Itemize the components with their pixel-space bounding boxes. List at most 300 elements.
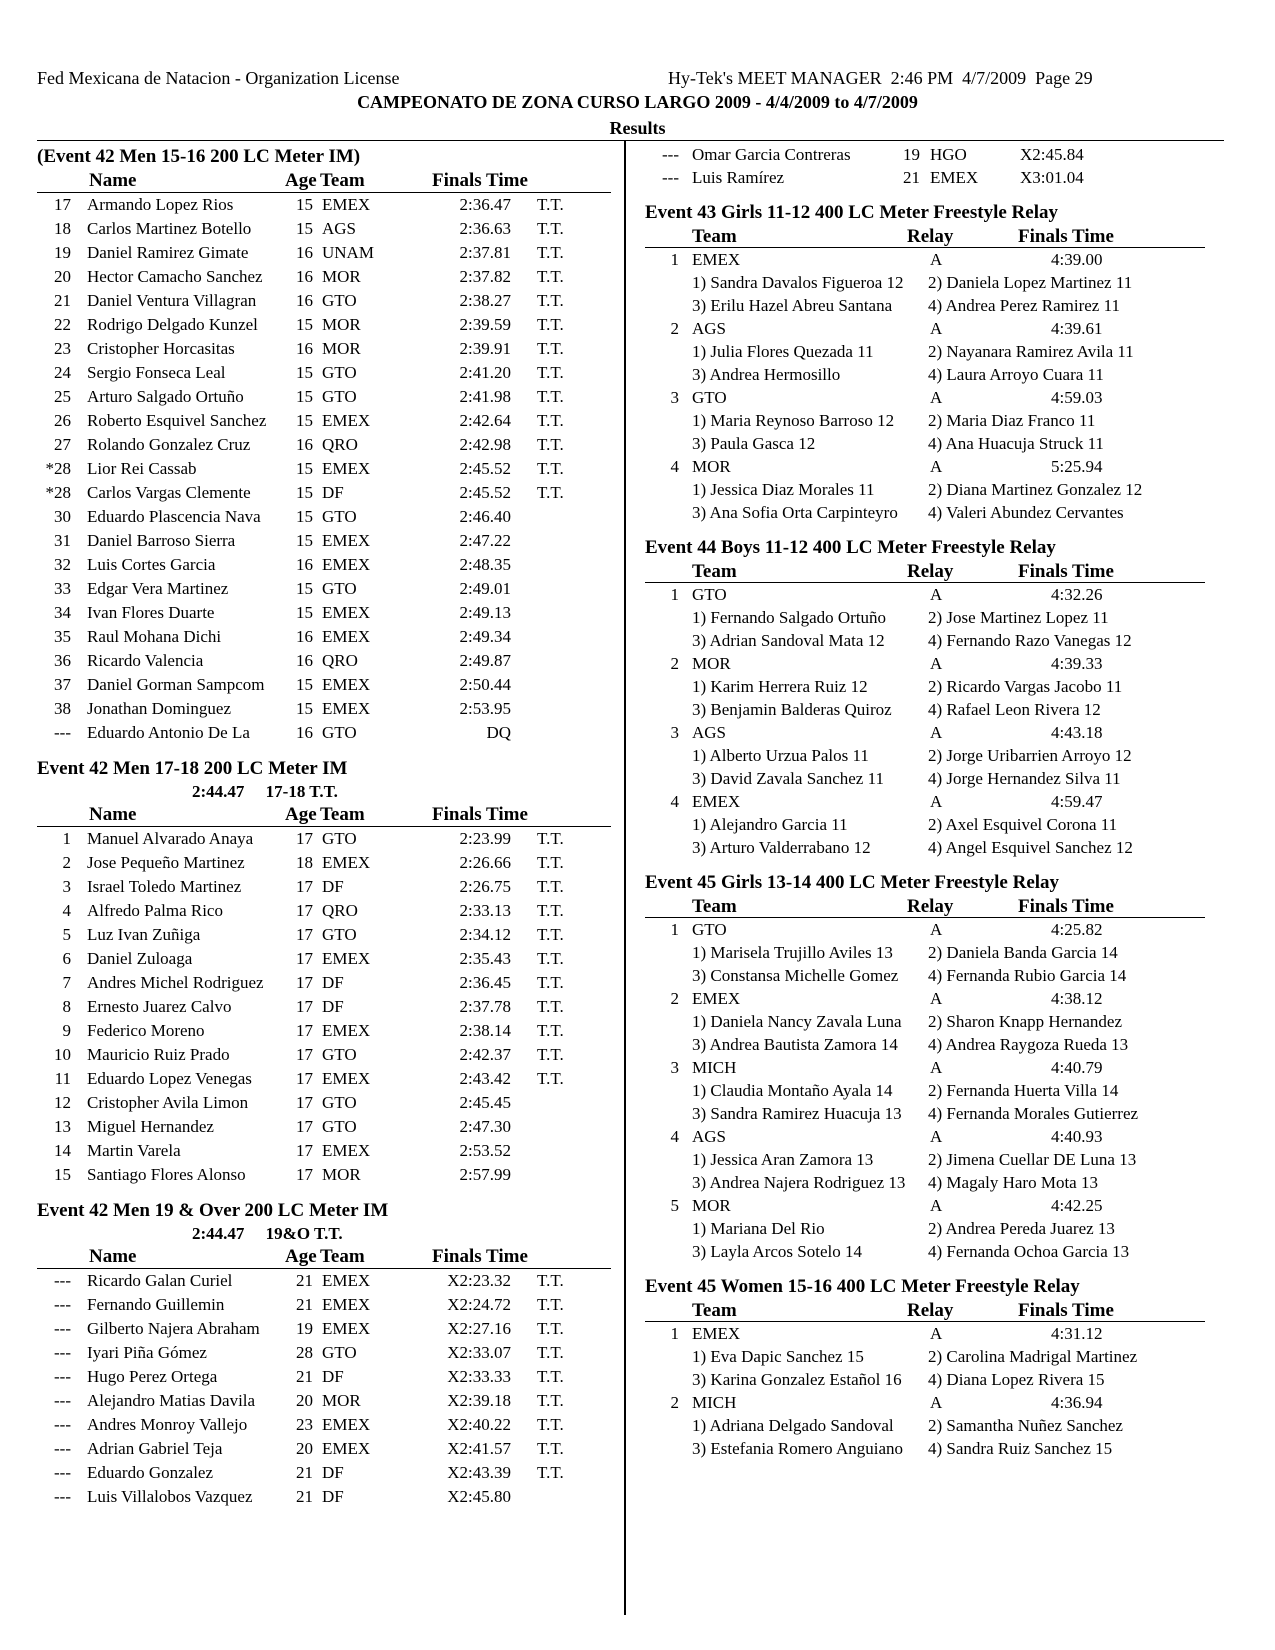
swimmer-name: Hector Camacho Sanchez <box>87 267 263 286</box>
relay-letter: A <box>930 457 943 476</box>
relay-swimmer: 3) Layla Arcos Sotelo 14 <box>692 1242 862 1261</box>
swimmer-name: Ricardo Valencia <box>87 651 204 670</box>
place: --- <box>54 1415 71 1434</box>
finals-time: 2:49.01 <box>459 579 511 598</box>
finals-time: 4:36.94 <box>1051 1393 1103 1412</box>
relay-swimmers-row <box>645 501 1223 524</box>
team: EMEX <box>692 1324 741 1343</box>
relay-swimmer: 1) Daniela Nancy Zavala Luna <box>692 1012 902 1031</box>
relay-swimmers-row <box>645 964 1223 987</box>
place: --- <box>54 1487 71 1506</box>
header-age: Age <box>285 804 317 825</box>
results-header <box>37 803 611 827</box>
place: 3 <box>670 388 679 407</box>
team: DF <box>322 483 344 502</box>
relay-swimmer: 3) Arturo Valderrabano 12 <box>692 838 871 857</box>
team: EMEX <box>930 168 979 187</box>
finals-time: 2:43.42 <box>459 1069 511 1088</box>
relay-swimmers-row <box>645 836 1223 859</box>
relay-swimmer: 2) Ricardo Vargas Jacobo 11 <box>928 677 1123 696</box>
place: 7 <box>62 973 71 992</box>
place: --- <box>54 1295 71 1314</box>
relay-swimmer: 3) Andrea Hermosillo <box>692 365 841 384</box>
result-row <box>37 721 611 745</box>
team: EMEX <box>692 989 741 1008</box>
place: 20 <box>54 267 71 286</box>
swimmer-name: Luis Villalobos Vazquez <box>87 1487 253 1506</box>
time-standard: T.T. <box>537 1463 564 1482</box>
age: 21 <box>296 1487 313 1506</box>
finals-time: 2:34.12 <box>459 925 511 944</box>
place: 14 <box>54 1141 71 1160</box>
place: 4 <box>670 457 679 476</box>
result-row <box>37 1091 611 1115</box>
finals-time: 2:47.22 <box>459 531 511 550</box>
relay-swimmers-row <box>645 294 1223 317</box>
place: --- <box>662 168 679 187</box>
relay-team-row <box>645 1391 1223 1414</box>
relay-swimmer: 1) Alberto Urzua Palos 11 <box>692 746 869 765</box>
relay-team-row <box>645 987 1223 1010</box>
header-finals-time: Finals Time <box>1018 226 1114 247</box>
team: EMEX <box>322 1439 371 1458</box>
team: GTO <box>322 829 357 848</box>
age: 23 <box>296 1415 313 1434</box>
swimmer-name: Ernesto Juarez Calvo <box>87 997 232 1016</box>
team: DF <box>322 877 344 896</box>
finals-time: 2:36.63 <box>459 219 511 238</box>
team: MOR <box>322 267 361 286</box>
place: 3 <box>670 723 679 742</box>
swimmer-name: Edgar Vera Martinez <box>87 579 229 598</box>
result-row <box>37 1437 611 1461</box>
result-row <box>37 625 611 649</box>
relay-team-row <box>645 455 1223 478</box>
age: 16 <box>296 723 313 742</box>
age: 17 <box>296 1141 313 1160</box>
swimmer-name: Manuel Alvarado Anaya <box>87 829 254 848</box>
place: 37 <box>54 675 71 694</box>
event-title: Event 44 Boys 11-12 400 LC Meter Freestyle Relay <box>645 537 1056 558</box>
age: 15 <box>296 315 313 334</box>
relay-swimmer: 1) Julia Flores Quezada 11 <box>692 342 874 361</box>
relay-swimmer: 2) Fernanda Huerta Villa 14 <box>928 1081 1119 1100</box>
team: MOR <box>692 654 731 673</box>
swimmer-name: Ivan Flores Duarte <box>87 603 215 622</box>
relay-swimmer: 1) Karim Herrera Ruiz 12 <box>692 677 868 696</box>
relay-swimmers-row <box>645 1217 1223 1240</box>
place: 9 <box>62 1021 71 1040</box>
relay-swimmers-row <box>645 767 1223 790</box>
team: MOR <box>692 1196 731 1215</box>
relay-swimmers-row <box>645 941 1223 964</box>
team: AGS <box>322 219 357 238</box>
relay-swimmer: 3) Benjamin Balderas Quiroz <box>692 700 892 719</box>
relay-swimmers-row <box>645 271 1223 294</box>
finals-time: 4:42.25 <box>1051 1196 1103 1215</box>
time-standard: T.T. <box>537 339 564 358</box>
place: 5 <box>62 925 71 944</box>
place: --- <box>54 1391 71 1410</box>
team: EMEX <box>322 411 371 430</box>
finals-time: X2:39.18 <box>447 1391 511 1410</box>
place: 38 <box>54 699 71 718</box>
team: MOR <box>692 457 731 476</box>
finals-time: 2:36.47 <box>459 195 511 214</box>
result-row <box>645 166 1223 189</box>
relay-swimmer: 1) Alejandro Garcia 11 <box>692 815 848 834</box>
place: 2 <box>670 989 679 1008</box>
swimmer-name: Daniel Gorman Sampcom <box>87 675 265 694</box>
swimmer-name: Cristopher Avila Limon <box>87 1093 249 1112</box>
swimmer-name: Roberto Esquivel Sanchez <box>87 411 267 430</box>
place: 1 <box>670 920 679 939</box>
relay-swimmers-row <box>645 340 1223 363</box>
result-row <box>37 1293 611 1317</box>
relay-swimmer: 3) Sandra Ramirez Huacuja 13 <box>692 1104 902 1123</box>
right-column <box>645 143 1223 1460</box>
relay-swimmer: 1) Jessica Diaz Morales 11 <box>692 480 875 499</box>
result-row <box>37 923 611 947</box>
relay-swimmers-row <box>645 606 1223 629</box>
relay-swimmer: 4) Valeri Abundez Cervantes <box>928 503 1124 522</box>
relay-swimmers-row <box>645 1148 1223 1171</box>
swimmer-name: Jonathan Dominguez <box>87 699 231 718</box>
finals-time: 2:23.99 <box>459 829 511 848</box>
team: MOR <box>322 315 361 334</box>
result-row <box>37 193 611 217</box>
result-row <box>37 601 611 625</box>
age: 21 <box>296 1271 313 1290</box>
qualifying-standard: 2:44.47 17-18 T.T. <box>192 782 338 801</box>
relay-team-row <box>645 652 1223 675</box>
event-block <box>37 757 611 1187</box>
team: QRO <box>322 901 358 920</box>
finals-time: X2:33.07 <box>447 1343 511 1362</box>
time-standard: T.T. <box>537 195 564 214</box>
relay-swimmer: 3) Paula Gasca 12 <box>692 434 816 453</box>
age: 17 <box>296 1021 313 1040</box>
finals-time: 2:39.91 <box>459 339 511 358</box>
result-row <box>37 947 611 971</box>
result-row <box>37 313 611 337</box>
result-row <box>37 1365 611 1389</box>
age: 17 <box>296 997 313 1016</box>
time-standard: T.T. <box>537 1295 564 1314</box>
finals-time: 4:25.82 <box>1051 920 1103 939</box>
age: 15 <box>296 195 313 214</box>
relay-team-row <box>645 721 1223 744</box>
swimmer-name: Daniel Zuloaga <box>87 949 193 968</box>
header-team: Team <box>692 226 737 247</box>
team: EMEX <box>322 1295 371 1314</box>
team: GTO <box>322 387 357 406</box>
finals-time: 4:39.33 <box>1051 654 1103 673</box>
team: HGO <box>930 145 967 164</box>
finals-time: 2:45.45 <box>459 1093 511 1112</box>
place: 4 <box>670 1127 679 1146</box>
team: EMEX <box>322 675 371 694</box>
time-standard: T.T. <box>537 435 564 454</box>
header-name: Name <box>89 804 137 825</box>
time-standard: T.T. <box>537 1415 564 1434</box>
event-title: Event 42 Men 17-18 200 LC Meter IM <box>37 758 348 779</box>
relay-swimmers-row <box>645 1368 1223 1391</box>
relay-swimmer: 2) Andrea Pereda Juarez 13 <box>928 1219 1115 1238</box>
swimmer-name: Andres Michel Rodriguez <box>87 973 264 992</box>
time-standard: T.T. <box>537 1439 564 1458</box>
swimmer-name: Armando Lopez Rios <box>87 195 234 214</box>
finals-time: 4:32.26 <box>1051 585 1103 604</box>
finals-time: 2:33.13 <box>459 901 511 920</box>
relay-header <box>645 1299 1205 1322</box>
relay-team-row <box>645 248 1223 271</box>
age: 17 <box>296 1165 313 1184</box>
relay-team-row <box>645 317 1223 340</box>
result-row <box>37 457 611 481</box>
finals-time: X3:01.04 <box>1020 168 1084 187</box>
result-row <box>37 1115 611 1139</box>
finals-time: 2:41.20 <box>459 363 511 382</box>
time-standard: T.T. <box>537 1069 564 1088</box>
relay-swimmers-row <box>645 363 1223 386</box>
relay-header <box>645 895 1205 918</box>
place: 4 <box>670 792 679 811</box>
result-row <box>37 1139 611 1163</box>
relay-swimmer: 2) Nayanara Ramirez Avila 11 <box>928 342 1134 361</box>
relay-swimmer: 2) Carolina Madrigal Martinez <box>928 1347 1138 1366</box>
age: 16 <box>296 435 313 454</box>
header-finals-time: Finals Time <box>432 1246 528 1267</box>
result-row <box>37 1163 611 1187</box>
place: 12 <box>54 1093 71 1112</box>
header-finals-time: Finals Time <box>432 804 528 825</box>
relay-swimmer: 3) Andrea Bautista Zamora 14 <box>692 1035 898 1054</box>
place: *28 <box>45 459 71 478</box>
place: 11 <box>54 1069 71 1088</box>
relay-swimmer: 4) Rafael Leon Rivera 12 <box>928 700 1101 719</box>
age: 15 <box>296 507 313 526</box>
relay-swimmer: 2) Diana Martinez Gonzalez 12 <box>928 480 1143 499</box>
relay-swimmers-row <box>645 1079 1223 1102</box>
header-team: Team <box>320 804 365 825</box>
team: UNAM <box>322 243 374 262</box>
finals-time: X2:43.39 <box>447 1463 511 1482</box>
relay-team-row <box>645 790 1223 813</box>
header-team: Team <box>692 1300 737 1321</box>
place: 32 <box>54 555 71 574</box>
team: AGS <box>692 319 727 338</box>
place: --- <box>54 1343 71 1362</box>
time-standard: T.T. <box>537 1319 564 1338</box>
relay-letter: A <box>930 1393 943 1412</box>
age: 17 <box>296 949 313 968</box>
place: 31 <box>54 531 71 550</box>
swimmer-name: Jose Pequeño Martinez <box>87 853 245 872</box>
result-row <box>37 289 611 313</box>
finals-time: X2:45.80 <box>447 1487 511 1506</box>
place: --- <box>54 1439 71 1458</box>
swimmer-name: Martin Varela <box>87 1141 181 1160</box>
team: EMEX <box>322 699 371 718</box>
relay-event-block <box>645 536 1223 859</box>
relay-swimmers-row <box>645 1414 1223 1437</box>
time-standard: T.T. <box>537 1343 564 1362</box>
relay-swimmer: 3) Karina Gonzalez Estañol 16 <box>692 1370 902 1389</box>
finals-time: X2:27.16 <box>447 1319 511 1338</box>
relay-swimmer: 4) Angel Esquivel Sanchez 12 <box>928 838 1133 857</box>
result-row <box>37 995 611 1019</box>
team: EMEX <box>322 1319 371 1338</box>
result-row <box>37 577 611 601</box>
swimmer-name: Iyari Piña Gómez <box>87 1343 207 1362</box>
swimmer-name: Eduardo Plascencia Nava <box>87 507 261 526</box>
finals-time: 4:43.18 <box>1051 723 1103 742</box>
relay-team-row <box>645 1125 1223 1148</box>
age: 16 <box>296 651 313 670</box>
team: GTO <box>322 291 357 310</box>
result-row <box>37 1043 611 1067</box>
time-standard: T.T. <box>537 291 564 310</box>
relay-swimmers-row <box>645 1437 1223 1460</box>
place: 30 <box>54 507 71 526</box>
relay-swimmer: 3) Constansa Michelle Gomez <box>692 966 899 985</box>
time-standard: T.T. <box>537 267 564 286</box>
relay-swimmer: 3) David Zavala Sanchez 11 <box>692 769 884 788</box>
relay-letter: A <box>930 1196 943 1215</box>
team: GTO <box>692 920 727 939</box>
age: 17 <box>296 1093 313 1112</box>
event-title: Event 45 Girls 13-14 400 LC Meter Freestyle Relay <box>645 872 1060 893</box>
place: 23 <box>54 339 71 358</box>
swimmer-name: Gilberto Najera Abraham <box>87 1319 260 1338</box>
finals-time: 2:57.99 <box>459 1165 511 1184</box>
finals-time: 2:39.59 <box>459 315 511 334</box>
age: 16 <box>296 291 313 310</box>
finals-time: 2:47.30 <box>459 1117 511 1136</box>
finals-time: 2:38.27 <box>459 291 511 310</box>
place: 2 <box>670 654 679 673</box>
age: 19 <box>903 145 920 164</box>
result-row <box>37 649 611 673</box>
age: 15 <box>296 483 313 502</box>
result-row <box>37 385 611 409</box>
swimmer-name: Eduardo Lopez Venegas <box>87 1069 252 1088</box>
place: 19 <box>54 243 71 262</box>
place: 4 <box>62 901 71 920</box>
relay-letter: A <box>930 792 943 811</box>
time-standard: T.T. <box>537 1021 564 1040</box>
place: 1 <box>670 585 679 604</box>
result-row <box>645 143 1223 166</box>
result-row <box>37 971 611 995</box>
team: EMEX <box>322 603 371 622</box>
header-name: Name <box>89 170 137 191</box>
finals-time: X2:45.84 <box>1020 145 1084 164</box>
relay-swimmer: 2) Sharon Knapp Hernandez <box>928 1012 1123 1031</box>
relay-swimmer: 1) Mariana Del Rio <box>692 1219 825 1238</box>
finals-time: 2:38.14 <box>459 1021 511 1040</box>
time-standard: T.T. <box>537 829 564 848</box>
team: EMEX <box>322 195 371 214</box>
relay-swimmers-row <box>645 698 1223 721</box>
swimmer-name: Daniel Ventura Villagran <box>87 291 257 310</box>
header-rule <box>37 140 1224 141</box>
place: 2 <box>670 319 679 338</box>
team: MICH <box>692 1058 737 1077</box>
time-standard: T.T. <box>537 1391 564 1410</box>
swimmer-name: Raul Mohana Dichi <box>87 627 222 646</box>
swimmer-name: Omar Garcia Contreras <box>692 145 851 164</box>
relay-swimmer: 1) Marisela Trujillo Aviles 13 <box>692 943 893 962</box>
relay-swimmer: 4) Fernanda Rubio Garcia 14 <box>928 966 1127 985</box>
relay-swimmers-row <box>645 478 1223 501</box>
team: EMEX <box>322 853 371 872</box>
place: 5 <box>670 1196 679 1215</box>
result-row <box>37 1269 611 1293</box>
result-row <box>37 481 611 505</box>
relay-swimmer: 2) Jose Martinez Lopez 11 <box>928 608 1109 627</box>
age: 19 <box>296 1319 313 1338</box>
age: 15 <box>296 699 313 718</box>
place: 26 <box>54 411 71 430</box>
finals-time: X2:24.72 <box>447 1295 511 1314</box>
swimmer-name: Ricardo Galan Curiel <box>87 1271 233 1290</box>
finals-time: 2:35.43 <box>459 949 511 968</box>
age: 17 <box>296 925 313 944</box>
team: GTO <box>322 507 357 526</box>
relay-swimmers-row <box>645 1010 1223 1033</box>
relay-letter: A <box>930 723 943 742</box>
time-standard: T.T. <box>537 973 564 992</box>
place: 17 <box>54 195 71 214</box>
age: 15 <box>296 387 313 406</box>
result-row <box>37 899 611 923</box>
team: GTO <box>322 579 357 598</box>
relay-team-row <box>645 1322 1223 1345</box>
finals-time: 2:37.78 <box>459 997 511 1016</box>
result-row <box>37 1389 611 1413</box>
team: DF <box>322 1463 344 1482</box>
relay-swimmers-row <box>645 1033 1223 1056</box>
age: 15 <box>296 219 313 238</box>
relay-swimmers-row <box>645 1171 1223 1194</box>
relay-team-row <box>645 1194 1223 1217</box>
age: 15 <box>296 579 313 598</box>
finals-time: 2:46.40 <box>459 507 511 526</box>
finals-time: 4:40.79 <box>1051 1058 1103 1077</box>
swimmer-name: Sergio Fonseca Leal <box>87 363 226 382</box>
swimmer-name: Eduardo Antonio De La <box>87 723 250 742</box>
swimmer-name: Hugo Perez Ortega <box>87 1367 218 1386</box>
relay-letter: A <box>930 319 943 338</box>
result-row <box>37 1341 611 1365</box>
time-standard: T.T. <box>537 1367 564 1386</box>
time-standard: T.T. <box>537 925 564 944</box>
finals-time: 2:26.66 <box>459 853 511 872</box>
relay-swimmer: 3) Ana Sofia Orta Carpinteyro <box>692 503 898 522</box>
swimmer-name: Adrian Gabriel Teja <box>87 1439 223 1458</box>
finals-time: 5:25.94 <box>1051 457 1103 476</box>
team: AGS <box>692 723 727 742</box>
age: 21 <box>903 168 920 187</box>
event-title: Event 42 Men 19 & Over 200 LC Meter IM <box>37 1200 389 1221</box>
result-row <box>37 1461 611 1485</box>
age: 16 <box>296 267 313 286</box>
relay-swimmer: 4) Fernanda Ochoa Garcia 13 <box>928 1242 1130 1261</box>
place: 3 <box>62 877 71 896</box>
result-row <box>37 217 611 241</box>
